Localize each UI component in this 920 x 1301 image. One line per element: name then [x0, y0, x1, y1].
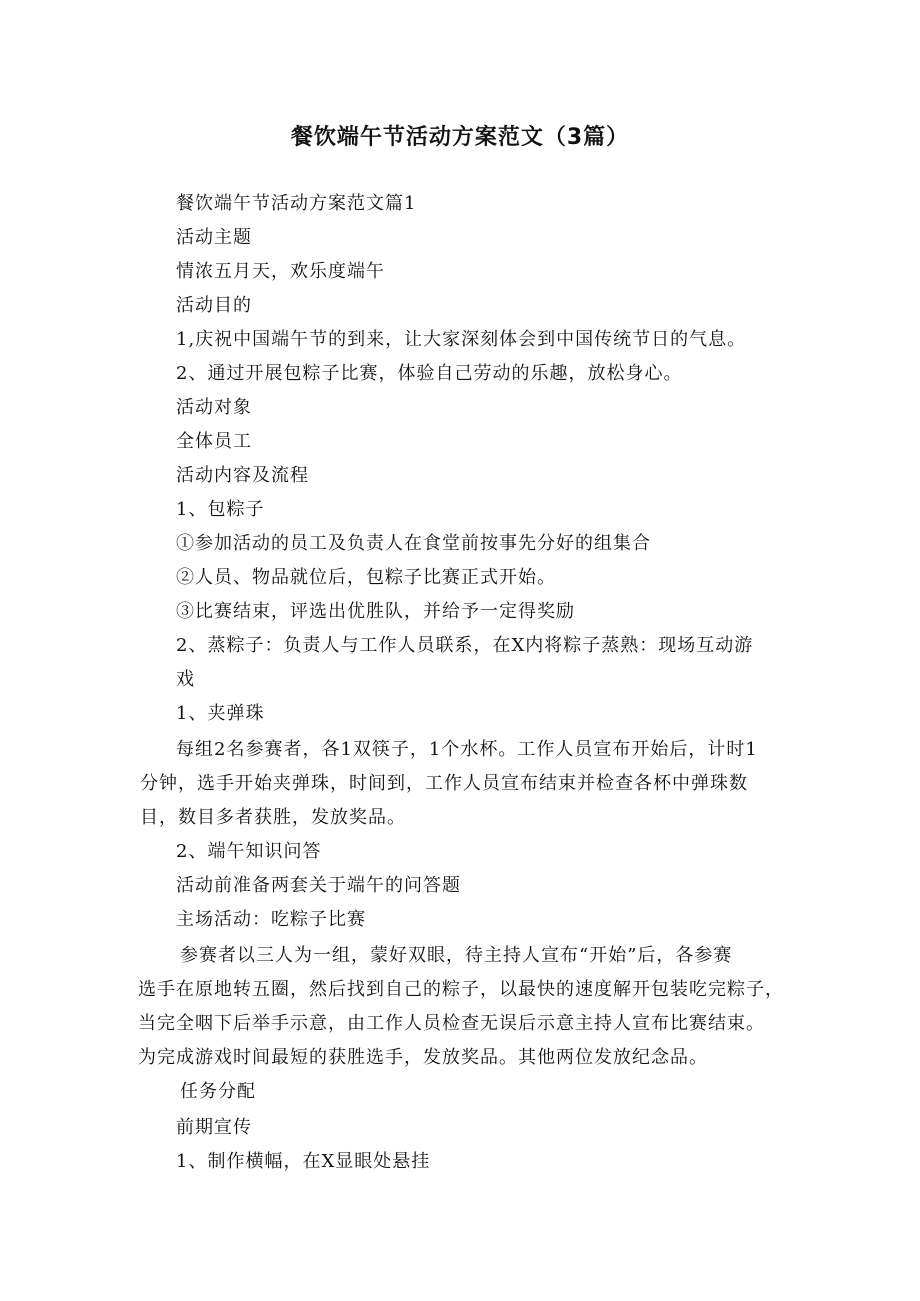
paragraph-line: 2、通过开展包粽子比赛，体验自己劳动的乐趣，放松身心。: [176, 363, 683, 384]
paragraph-line: 参赛者以三人为一组，蒙好双眼，待主持人宣布“开始”后，各参赛: [180, 945, 733, 966]
paragraph-heading-1: 餐饮端午节活动方案范文篇1: [176, 193, 417, 214]
paragraph-line: 1、包粽子: [176, 499, 265, 520]
paragraph-line: 当完全咽下后举手示意，由工作人员检查无误后示意主持人宣布比赛结束。: [138, 1013, 765, 1034]
paragraph-line: 2、蒸粽子：负责人与工作人员联系，在X内将粽子蒸熟：现场互动游: [176, 635, 754, 656]
paragraph-line: 活动对象: [176, 397, 252, 418]
paragraph-line: 活动主题: [176, 227, 252, 248]
paragraph-line: 主场活动：吃粽子比赛: [176, 909, 366, 930]
paragraph-line: 活动前准备两套关于端午的问答题: [176, 875, 461, 896]
paragraph-line: 目，数目多者获胜，发放奖品。: [140, 807, 406, 828]
paragraph-line: 1、夹弹珠: [176, 703, 265, 724]
paragraph-line: 1、制作横幅，在X显眼处悬挂: [176, 1151, 431, 1172]
paragraph-line: 1,庆祝中国端午节的到来，让大家深刻体会到中国传统节日的气息。: [176, 329, 747, 350]
paragraph-line: ①参加活动的员工及负责人在食堂前按事先分好的组集合: [176, 533, 651, 554]
document-title: 餐饮端午节活动方案范文（3篇）: [290, 125, 630, 150]
paragraph-line: ③比赛结束，评选出优胜队，并给予一定得奖励: [176, 601, 575, 622]
paragraph-line: 任务分配: [180, 1081, 256, 1102]
paragraph-line: 前期宣传: [176, 1117, 252, 1138]
paragraph-line: 全体员工: [176, 431, 252, 452]
paragraph-line: 2、端午知识问答: [176, 841, 322, 862]
paragraph-line: 戏: [176, 669, 195, 690]
paragraph-line: 选手在原地转五圈，然后找到自己的粽子，以最快的速度解开包装吃完粽子，: [138, 979, 784, 1000]
paragraph-line: 活动目的: [176, 295, 252, 316]
paragraph-line: 为完成游戏时间最短的获胜选手，发放奖品。其他两位发放纪念品。: [138, 1047, 708, 1068]
paragraph-line: ②人员、物品就位后，包粽子比赛正式开始。: [176, 567, 556, 588]
paragraph-line: 活动内容及流程: [176, 465, 309, 486]
paragraph-line: 分钟，选手开始夹弹珠，时间到，工作人员宣布结束并检查各杯中弹珠数: [140, 773, 748, 794]
paragraph-line: 每组2名参赛者，各1双筷子，1个水杯。工作人员宣布开始后，计时1: [176, 739, 758, 760]
paragraph-line: 情浓五月天，欢乐度端午: [176, 261, 385, 282]
